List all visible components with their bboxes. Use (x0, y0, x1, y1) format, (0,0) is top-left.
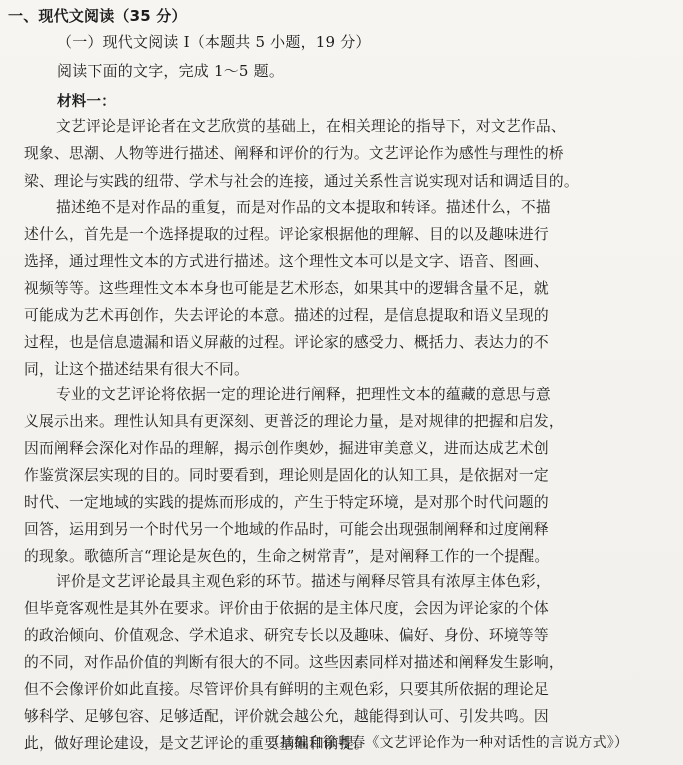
paragraph-line: 过程，也是信息遗漏和语义屏蔽的过程。评论家的感受力、概括力、表达力的不 (24, 334, 549, 351)
paragraph-line: 述什么，首先是一个选择提取的过程。评论家根据他的理解、目的以及趣味进行 (24, 226, 549, 243)
paragraph-line: 的不同，对作品价值的判断有很大的不同。这些因素同样对描述和阐释发生影响， (24, 654, 564, 671)
paragraph-line: 梁、理论与实践的纽带、学术与社会的连接，通过关系性言说实现对话和调适目的。 (24, 173, 579, 190)
source-citation: （摘编自徐粤春《文艺评论作为一种对话性的言说方式》） (266, 735, 629, 751)
paragraph-line: 作鉴赏深层实现的目的。同时要看到，理论则是固化的认知工具，是依据对一定 (24, 467, 549, 484)
paragraph-line: 但毕竟客观性是其外在要求。评价由于依据的是主体尺度，会因为评论家的个体 (24, 600, 549, 617)
paragraph-line: 描述绝不是对作品的重复，而是对作品的文本提取和转译。描述什么，不描 (56, 199, 551, 216)
paragraph-line: 此，做好理论建设，是文艺评论的重要基础和前提。 (24, 735, 369, 752)
paragraph-line: 但不会像评价如此直接。尽管评价具有鲜明的主观色彩，只要其所依据的理论足 (24, 681, 549, 698)
reading-instruction: 阅读下面的文字，完成 1～5 题。 (57, 62, 285, 80)
paragraph-line: 评价是文艺评论最具主观色彩的环节。描述与阐释尽管具有浓厚主体色彩， (56, 573, 551, 590)
paragraph-line: 的政治倾向、价值观念、学术追求、研究专长以及趣味、偏好、身份、环境等等 (24, 627, 549, 644)
material-label: 材料一： (57, 94, 116, 110)
paragraph-line: 的现象。歌德所言“理论是灰色的，生命之树常青”，是对阐释工作的一个提醒。 (24, 548, 550, 565)
paragraph-line: 回答，运用到另一个时代另一个地域的作品时，可能会出现强制阐释和过度阐释 (24, 521, 549, 538)
paragraph-line: 视频等等。这些理性文本本身也可能是艺术形态，如果其中的逻辑含量不足，就 (24, 280, 549, 297)
paragraph-line: 义展示出来。理性认知具有更深刻、更普泛的理论力量，是对规律的把握和启发， (24, 413, 564, 430)
paragraph-line: 够科学、足够包容、足够适配，评价就会越公允，越能得到认可、引发共鸣。因 (24, 708, 549, 725)
paragraph-line: 因而阐释会深化对作品的理解，揭示创作奥妙，掘进审美意义，进而达成艺术创 (24, 440, 549, 457)
paragraph-line: 时代、一定地域的实践的提炼而形成的，产生于特定环境，是对那个时代问题的 (24, 494, 549, 511)
paragraph-line: 可能成为艺术再创作，失去评论的本意。描述的过程，是信息提取和语义呈现的 (24, 307, 549, 324)
paragraph-line: 同，让这个描述结果有很大不同。 (24, 361, 249, 378)
subsection-title: （一）现代文阅读 I（本题共 5 小题，19 分） (57, 33, 371, 51)
paragraph-line: 文艺评论是评论者在文艺欣赏的基础上，在相关理论的指导下，对文艺作品、 (56, 118, 566, 135)
paragraph-line: 选择，通过理性文本的方式进行描述。这个理性文本可以是文字、语音、图画、 (24, 253, 549, 270)
paragraph-line: 现象、思潮、人物等进行描述、阐释和评价的行为。文艺评论作为感性与理性的桥 (24, 145, 564, 162)
section-title: 一、现代文阅读（35 分） (8, 7, 187, 25)
paragraph-line: 专业的文艺评论将依据一定的理论进行阐释，把理性文本的蕴藏的意思与意 (56, 386, 551, 403)
